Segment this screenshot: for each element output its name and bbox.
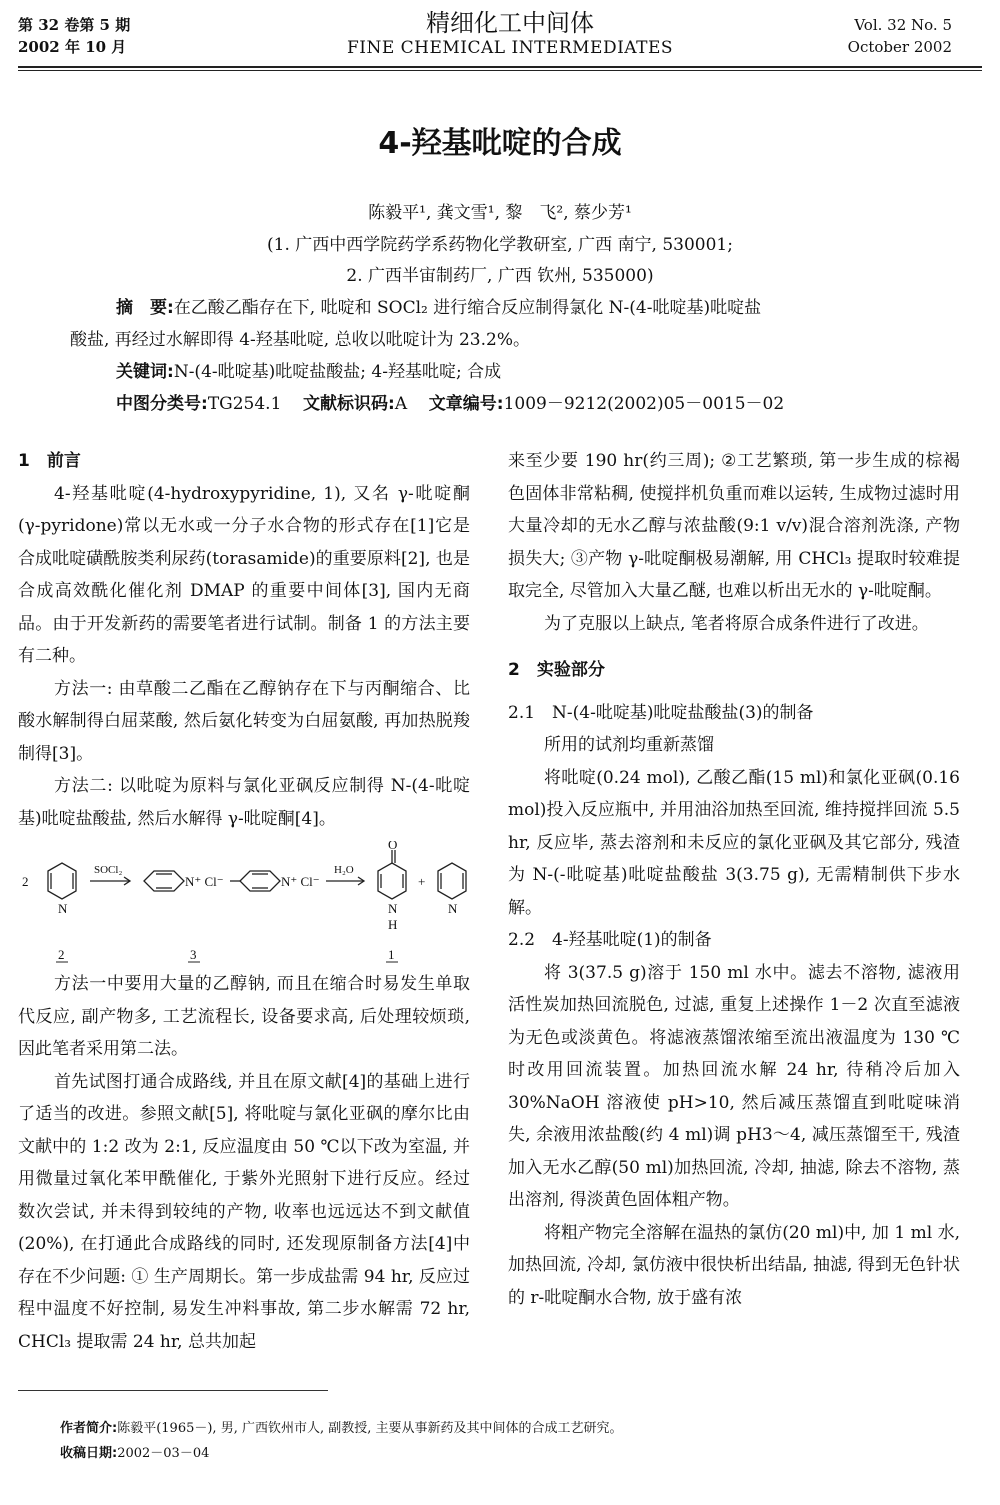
author-bio-label: 作者简介: xyxy=(60,1421,118,1436)
reaction-scheme xyxy=(18,841,470,966)
abstract-block xyxy=(70,292,930,420)
subsection-note: 所用的试剂均重新蒸馏 xyxy=(544,735,714,755)
journal-issue xyxy=(18,14,130,58)
atom-label: O xyxy=(388,841,398,852)
affiliation-1: (1. 广西中西学院药学系药物化学教研室, 广西 南宁, 530001; xyxy=(267,235,733,255)
paragraph: 方法一: 由草酸二乙酯在乙醇钠存在下与丙酮缩合、比酸水解制得白屈菜酸, 然后氨化转变为白屈氨酸, 再加热脱羧制得[3]。 xyxy=(18,678,470,764)
counter-ion: N⁺ Cl⁻ xyxy=(281,874,320,889)
date-en: October 2002 xyxy=(847,38,952,56)
keywords-label: 关键词: xyxy=(116,362,174,382)
issue-date: 2002 年 10 月 xyxy=(18,38,127,56)
header-rule-thin xyxy=(18,70,982,71)
paragraph: 4-羟基吡啶(4-hydroxypyridine, 1), 又名 γ-吡啶酮(γ-pyridone)常以无水或一分子水合物的形式存在[1]它是合成吡啶磺酰胺类利尿药(torasamide)的重要原料[2], 也是合成高效酰化催化剂 DMAP 的重要中间体[3], 国内无商品。由于开发新药的需要笔者进行试制。制备 1 的方法主要有二种。 xyxy=(18,483,470,666)
volume-issue: 第 32 卷第 5 期 xyxy=(18,16,131,34)
reaction-scheme-drawing xyxy=(18,841,470,966)
article-no-value: 1009－9212(2002)05－0015－02 xyxy=(503,394,785,414)
keywords xyxy=(70,356,930,388)
paragraph: 将 3(37.5 g)溶于 150 ml 水中。滤去不溶物, 滤液用活性炭加热回流脱色, 过滤, 重复上述操作 1－2 次直至滤液为无色或淡黄色。将滤液蒸馏浓缩至流出液温度为 130 ℃时改用回流装置。加热回流水解 24 hr, 待稍冷后加入 30%NaOH 溶液使 pH>10, 然后减压蒸馏直到吡啶味消失, 余液用浓盐酸(约 4 ml)调 pH3～4, 减压蒸馏至干, 残渣加入无水乙醇(50 ml)加热回流, 冷却, 抽滤, 除去不溶物, 蒸出溶剂, 得淡黄色固体粗产物。 xyxy=(508,962,960,1210)
reagent-label: SOCl₂ xyxy=(94,864,123,876)
atom-label: N xyxy=(388,901,398,916)
journal-name xyxy=(300,8,720,58)
abstract-label: 摘 要: xyxy=(116,298,174,318)
article-no-label: 文章编号: xyxy=(428,394,504,414)
journal-name-en: FINE CHEMICAL INTERMEDIATES xyxy=(346,38,674,58)
counter-ion: N⁺ Cl⁻ xyxy=(185,874,224,889)
class-value: TG254.1 xyxy=(207,394,282,414)
compound-number: 2 xyxy=(58,947,65,962)
plus-sign: + xyxy=(418,874,426,889)
footnote xyxy=(60,1416,623,1466)
pyridine-ring xyxy=(48,863,76,899)
journal-name-cn: 精细化工中间体 xyxy=(426,9,594,37)
reagent-label: H₂O xyxy=(334,864,354,876)
keywords-text: N-(4-吡啶基)吡啶盐酸盐; 4-羟基吡啶; 合成 xyxy=(173,362,502,382)
footnote-rule xyxy=(18,1390,328,1391)
journal-volume-en xyxy=(848,14,952,58)
received-date xyxy=(60,1441,623,1466)
coefficient: 2 xyxy=(22,874,29,889)
volume-en: Vol. 32 No. 5 xyxy=(854,16,952,34)
pyridone-ring xyxy=(378,863,406,899)
class-label: 中图分类号: xyxy=(116,394,208,414)
subsection-heading: 2.1 N-(4-吡啶基)吡啶盐酸盐(3)的制备 xyxy=(508,702,814,723)
affiliation-2: 2. 广西半宙制药厂, 广西 钦州, 535000) xyxy=(346,266,654,286)
section-heading-1: 1 前言 xyxy=(18,451,81,471)
left-column xyxy=(18,445,470,1358)
paragraph: 为了克服以上缺点, 笔者将原合成条件进行了改进。 xyxy=(544,613,929,634)
right-column xyxy=(508,445,960,1314)
compound-number: 1 xyxy=(388,947,395,962)
classification xyxy=(70,388,930,420)
abstract-text-2: 酸盐, 再经过水解即得 4-羟基吡啶, 总收以吡啶计为 23.2%。 xyxy=(70,330,530,350)
paragraph: 方法二: 以吡啶为原料与氯化亚砜反应制得 N-(4-吡啶基)吡啶盐酸盐, 然后水解得 γ-吡啶酮[4]。 xyxy=(18,776,470,829)
subsection-heading: 2.2 4-羟基吡啶(1)的制备 xyxy=(508,930,712,950)
abstract xyxy=(70,292,930,324)
header-rule xyxy=(18,66,982,68)
atom-label: N xyxy=(448,901,458,916)
pyridine-ring xyxy=(438,863,466,899)
received-date-label: 收稿日期: xyxy=(60,1446,118,1461)
paragraph: 方法一中要用大量的乙醇钠, 而且在缩合时易发生单取代反应, 副产物多, 工艺流程长, 设备要求高, 后处理较烦琐, 因此笔者采用第二法。 xyxy=(18,974,470,1059)
paper-title: 4-羟基吡啶的合成 xyxy=(378,126,622,161)
author-bio-text: 陈毅平(1965－), 男, 广西钦州市人, 副教授, 主要从事新药及其中间体的合成工艺研究。 xyxy=(117,1421,623,1436)
paragraph: 来至少要 190 hr(约三周); ②工艺繁琐, 第一步生成的棕褐色固体非常粘稠, 使搅拌机负重而难以运转, 生成物过滤时用大量冷却的无水乙醇与浓盐酸(9:1 v/v)混合溶剂洗涤, 产物损失大; ③产物 γ-吡啶酮极易潮解, 用 CHCl₃ 提取时较难提取完全, 尽管加入大量乙醚, 也难以析出无水的 γ-吡啶酮。 xyxy=(508,451,960,601)
section-heading-2: 2 实验部分 xyxy=(508,660,605,680)
author-bio xyxy=(60,1416,623,1441)
atom-label: N xyxy=(58,901,68,916)
paragraph: 首先试图打通合成路线, 并且在原文献[4]的基础上进行了适当的改进。参照文献[5], 将吡啶与氯化亚砜的摩尔比由文献中的 1:2 改为 2:1, 反应温度由 50 ℃以下改为室温, 并用微量过氧化苯甲酰催化, 于紫外光照射下进行反应。经过数次尝试, 并未得到较纯的产物, 收率也远远达不到文献值(20%), 在打通此合成路线的同时, 还发现原制备方法[4]中存在不少问题: ① 生产周期长。第一步成盐需 94 hr, 反应过程中温度不好控制, 易发生冲料事故, 第二步水解需 72 hr, CHCl₃ 提取需 24 hr, 总共加起 xyxy=(18,1071,470,1352)
received-date-value: 2002－03－04 xyxy=(117,1446,210,1461)
compound-number: 3 xyxy=(190,947,197,962)
atom-label: H xyxy=(388,917,398,932)
paragraph: 将吡啶(0.24 mol), 乙酸乙酯(15 ml)和氯化亚砜(0.16 mol)投入反应瓶中, 并用油浴加热至回流, 维持搅拌回流 5.5 hr, 反应毕, 蒸去溶剂和未反应的氯化亚砜及其它部分, 残渣为 N-(-吡啶基)吡啶盐酸盐 3(3.75 g), 无需精制供下步水解。 xyxy=(508,767,960,918)
abstract-text-1: 在乙酸乙酯存在下, 吡啶和 SOCl₂ 进行缩合反应制得氯化 N-(4-吡啶基)吡啶盐 xyxy=(173,298,762,318)
paragraph: 将粗产物完全溶解在温热的氯仿(20 ml)中, 加 1 ml 水, 加热回流, 冷却, 氯仿液中很快析出结晶, 抽滤, 得到无色针状的 r-吡啶酮水合物, 放于盛有浓 xyxy=(508,1222,960,1308)
doc-code-value: A xyxy=(394,394,408,414)
authors: 陈毅平¹, 龚文雪¹, 黎 飞², 蔡少芳¹ xyxy=(368,203,632,223)
doc-code-label: 文献标识码: xyxy=(303,394,395,414)
